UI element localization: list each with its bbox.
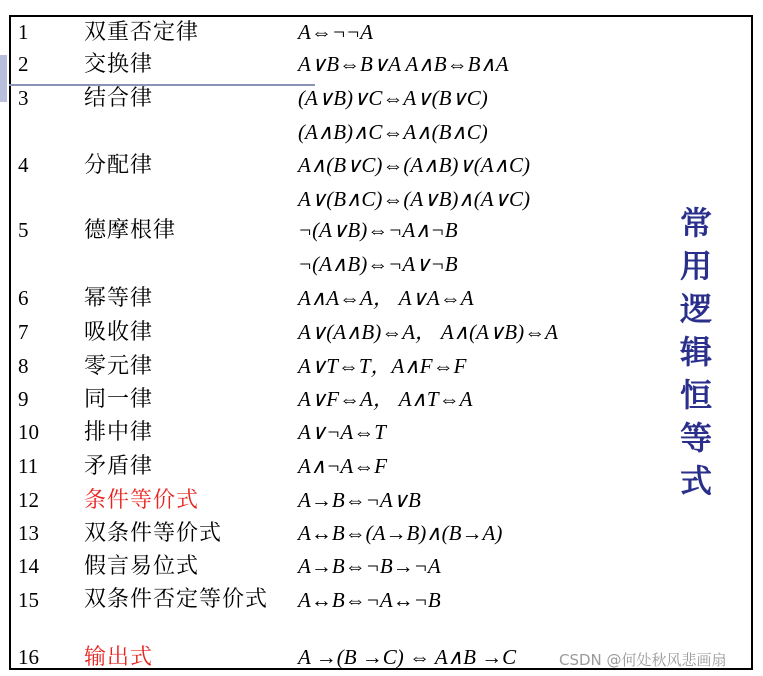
law-number: 10 <box>18 420 39 444</box>
law-name: 结合律 <box>84 86 154 111</box>
law-name: 双条件否定等价式 <box>84 587 269 612</box>
law-name: 输出式 <box>84 645 154 670</box>
law-number: 6 <box>18 286 29 310</box>
law-row <box>0 48 763 81</box>
law-number: 5 <box>18 218 29 242</box>
law-formula: (A∨B)∨C⇔A∨(B∨C) <box>298 86 488 110</box>
law-number: 11 <box>18 454 39 478</box>
law-row <box>0 484 763 517</box>
law-name: 双重否定律 <box>84 20 200 45</box>
law-formula: A∧¬A⇔F <box>298 454 388 478</box>
law-formula: A∧(B∨C)⇔(A∧B)∨(A∧C) <box>298 153 530 177</box>
law-formula: A→B⇔¬B→¬A <box>298 554 441 578</box>
law-number: 16 <box>18 645 39 669</box>
law-name: 排中律 <box>84 420 154 445</box>
law-number: 8 <box>18 354 29 378</box>
law-number: 12 <box>18 488 39 512</box>
law-row <box>0 316 763 349</box>
law-number: 1 <box>18 20 29 44</box>
law-formula: A↔B⇔(A→B)∧(B→A) <box>298 521 503 545</box>
law-name: 吸收律 <box>84 320 154 345</box>
law-formula: A →(B →C) ⇔ A∧B →C <box>298 645 517 669</box>
law-number: 4 <box>18 153 29 177</box>
law-formula: A⇔¬¬A <box>298 20 373 44</box>
law-row <box>0 82 763 115</box>
law-number: 14 <box>18 554 39 578</box>
law-name: 分配律 <box>84 153 154 178</box>
law-number: 9 <box>18 387 29 411</box>
law-name: 德摩根律 <box>84 218 177 243</box>
law-row <box>0 350 763 383</box>
law-number: 7 <box>18 320 29 344</box>
law-row <box>0 383 763 416</box>
law-row <box>0 282 763 315</box>
law-number: 15 <box>18 588 39 612</box>
law-formula: A↔B⇔¬A↔¬B <box>298 588 441 612</box>
law-number: 13 <box>18 521 39 545</box>
law-row <box>0 584 763 617</box>
side-title: 常用逻辑恒等式 <box>679 204 712 500</box>
law-row-continuation <box>0 248 763 281</box>
law-formula: ¬(A∧B)⇔¬A∨¬B <box>298 252 458 276</box>
law-row <box>0 16 763 49</box>
law-formula: ¬(A∨B)⇔¬A∧¬B <box>298 218 458 242</box>
law-row <box>0 214 763 247</box>
law-row <box>0 416 763 449</box>
law-name: 交换律 <box>84 52 154 77</box>
law-name: 双条件等价式 <box>84 521 223 546</box>
law-formula: (A∧B)∧C⇔A∧(B∧C) <box>298 120 488 144</box>
law-formula: A∨F⇔A， A∧T⇔A <box>298 387 473 411</box>
law-row <box>0 149 763 182</box>
law-row-continuation <box>0 183 763 216</box>
law-formula: A∨¬A⇔T <box>298 420 386 444</box>
law-row <box>0 450 763 483</box>
law-row <box>0 550 763 583</box>
law-formula: A∨(A∧B)⇔A， A∧(A∨B)⇔A <box>298 320 558 344</box>
law-name: 幂等律 <box>84 286 154 311</box>
law-formula: A∨T⇔T，A∧F⇔F <box>298 354 467 378</box>
law-row <box>0 517 763 550</box>
watermark: CSDN @何处秋风悲画扇 <box>559 651 727 669</box>
law-name: 假言易位式 <box>84 554 200 579</box>
law-formula: A∧A⇔A， A∨A⇔A <box>298 286 474 310</box>
law-number: 2 <box>18 52 29 76</box>
law-name: 零元律 <box>84 354 154 379</box>
law-formula: A→B⇔¬A∨B <box>298 488 421 512</box>
law-name: 条件等价式 <box>84 488 200 513</box>
law-name: 矛盾律 <box>84 454 154 479</box>
law-name: 同一律 <box>84 387 154 412</box>
law-formula: A∨B⇔B∨A A∧B⇔B∧A <box>298 52 509 76</box>
law-formula: A∨(B∧C)⇔(A∨B)∧(A∨C) <box>298 187 530 211</box>
law-row-continuation <box>0 116 763 149</box>
law-number: 3 <box>18 86 29 110</box>
